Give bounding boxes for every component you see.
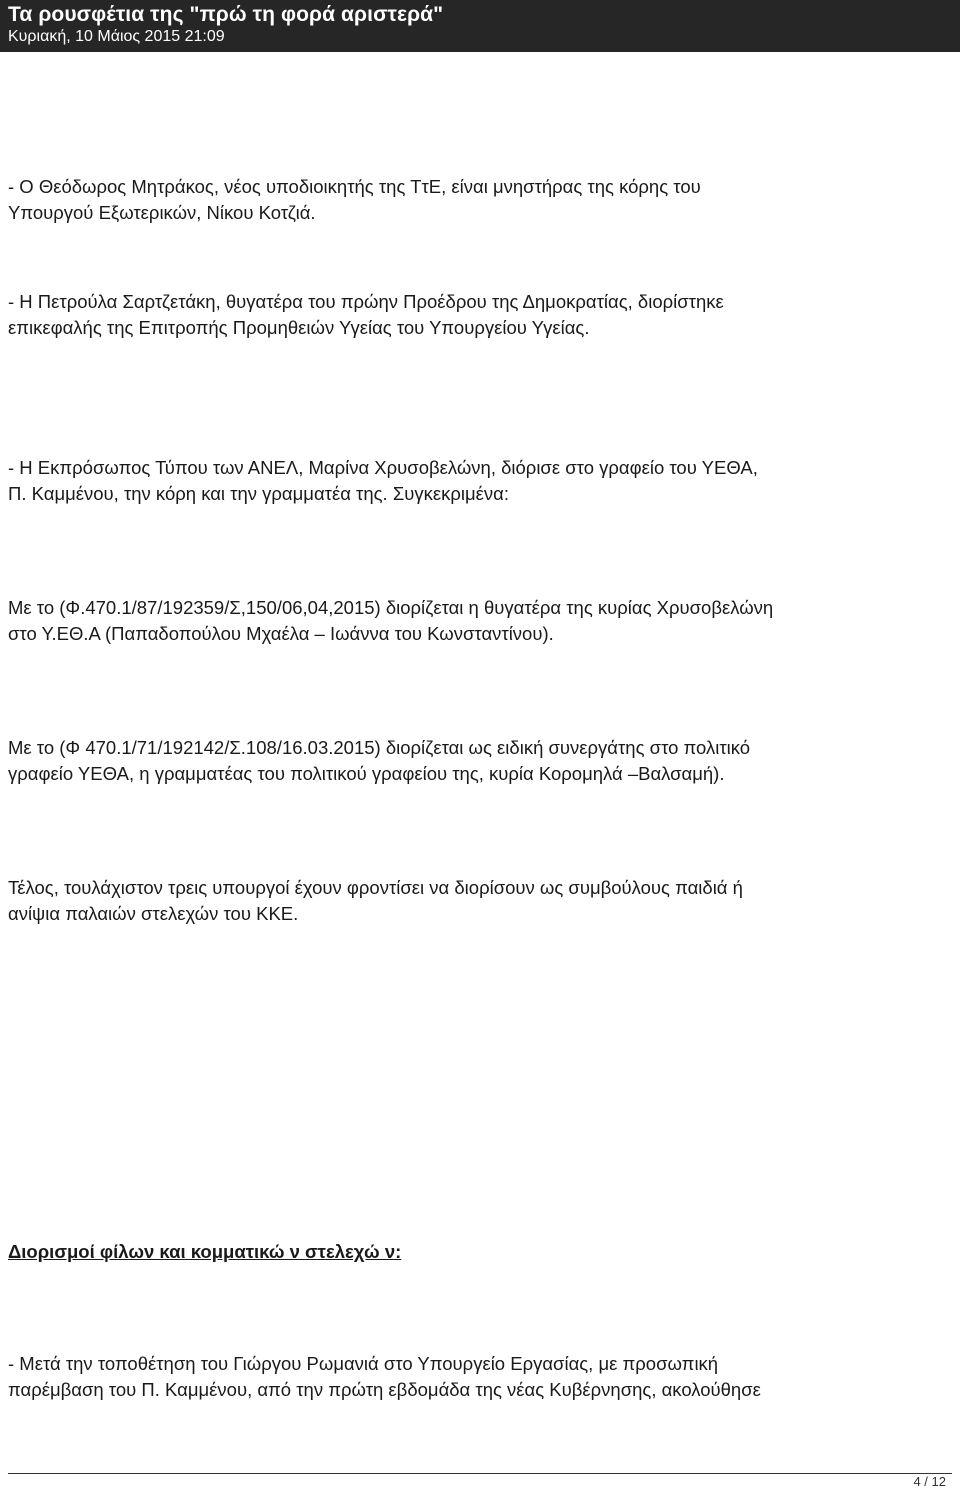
text-line: στο Υ.ΕΘ.Α (Παπαδοπούλου Μχαέλα – Ιωάννα του Κωνσταντίνου). — [8, 623, 554, 644]
text-line: Με το (Φ 470.1/71/192142/Σ.108/16.03.2015) διορίζεται ως ειδική συνεργάτης στο πολιτικό — [8, 737, 751, 758]
text-line: Υπουργού Εξωτερικών, Νίκου Κοτζιά. — [8, 202, 316, 223]
paragraph-7 — [8, 1351, 956, 1403]
text-line: Τέλος, τουλάχιστον τρεις υπουργοί έχουν φροντίσει να διορίσουν ως συμβούλους παιδιά ή — [8, 877, 743, 898]
paragraph-2 — [8, 289, 956, 341]
article-date: Κυριακή, 10 Μάιος 2015 21:09 — [8, 28, 225, 45]
text-line: Με το (Φ.470.1/87/192359/Σ,150/06,04,2015) διορίζεται η θυγατέρα της κυρίας Χρυσοβελώνη — [8, 597, 774, 618]
text-line: επικεφαλής της Επιτροπής Προμηθειών Υγείας του Υπουργείου Υγείας. — [8, 317, 590, 338]
paragraph-3 — [8, 455, 956, 507]
paragraph-5 — [8, 735, 956, 787]
paragraph-6 — [8, 875, 956, 927]
text-line: - Η Εκπρόσωπος Τύπου των ΑΝΕΛ, Μαρίνα Χρυσοβελώνη, διόρισε στο γραφείο του ΥΕΘΑ, — [8, 457, 758, 478]
paragraph-1 — [8, 174, 956, 226]
article-title: Τα ρουσφέτια της "πρώ τη φορά αριστερά" — [8, 3, 444, 26]
section-heading: Διορισμοί φίλων και κομματικώ ν στελεχώ ν: — [8, 1241, 402, 1262]
paragraph-4 — [8, 595, 956, 647]
text-line: Π. Καμμένου, την κόρη και την γραμματέα της. Συγκεκριμένα: — [8, 483, 509, 504]
text-line: ανίψια παλαιών στελεχών του ΚΚΕ. — [8, 903, 299, 924]
text-line: - Η Πετρούλα Σαρτζετάκη, θυγατέρα του πρώην Προέδρου της Δημοκρατίας, διορίστηκε — [8, 291, 724, 312]
text-line: - Ο Θεόδωρος Μητράκος, νέος υποδιοικητής της ΤτΕ, είναι μνηστήρας της κόρης του — [8, 176, 701, 197]
page-header — [0, 0, 960, 52]
text-line: - Μετά την τοποθέτηση του Γιώργου Ρωμανιά στο Υπουργείο Εργασίας, με προσωπική — [8, 1353, 719, 1374]
page-number: 4 / 12 — [913, 1474, 946, 1489]
footer-divider — [8, 1473, 952, 1474]
text-line: γραφείο ΥΕΘΑ, η γραμματέας του πολιτικού γραφείου της, κυρία Κορομηλά –Βαλσαμή). — [8, 763, 725, 784]
text-line: παρέμβαση του Π. Καμμένου, από την πρώτη εβδομάδα της νέας Κυβέρνησης, ακολούθησε — [8, 1379, 761, 1400]
